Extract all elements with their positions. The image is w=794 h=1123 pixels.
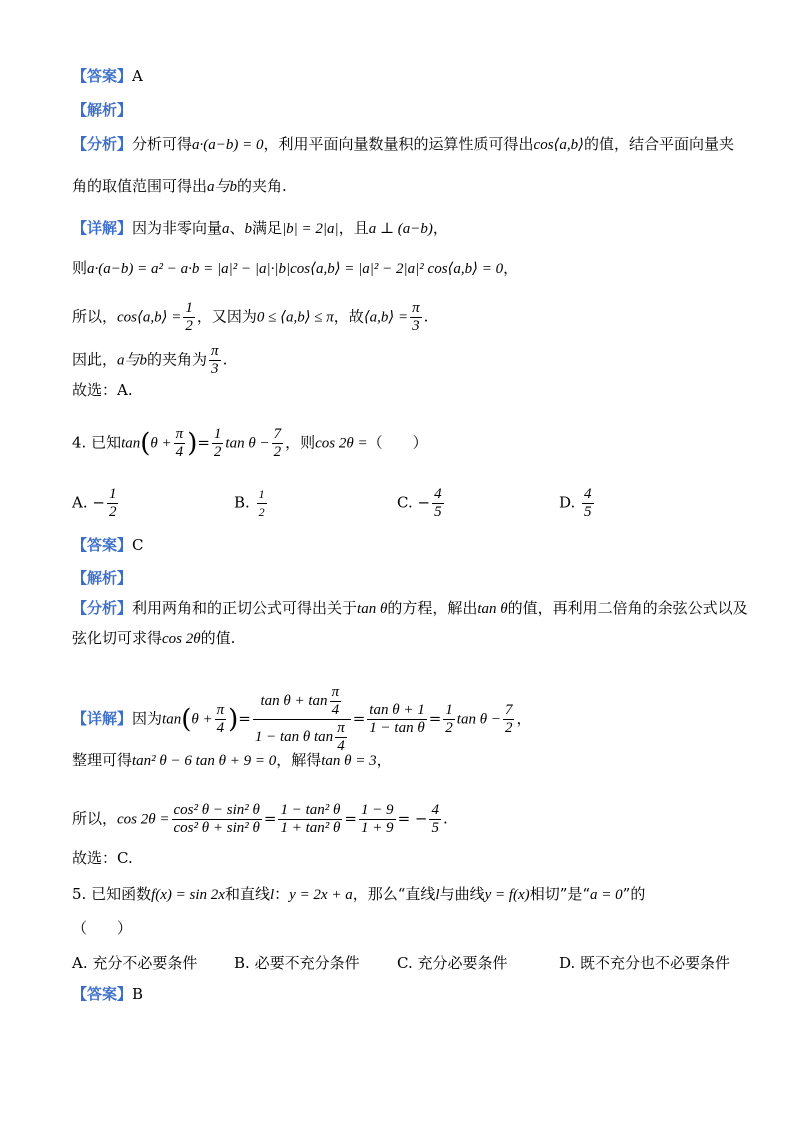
option-label: A. [72,954,88,972]
fraction [172,802,262,837]
fraction [443,702,455,737]
text: 的夹角为 [147,350,208,369]
text: 和直线 [224,885,270,903]
text: ，则 [285,433,316,452]
q5-stem [72,884,645,905]
option-sign: − [417,493,431,512]
numerator [253,684,351,720]
formula: tan [162,711,182,728]
fraction [330,684,342,719]
option-text: 充分必要条件 [417,954,508,972]
denominator: 4 [175,444,184,460]
numerator: π [216,702,225,718]
text: 4. 已知 [72,433,122,452]
denominator: 2 [108,504,117,520]
formula: tan θ − [456,711,501,728]
numerator: π [337,720,345,736]
fenxi-tag: 【分析】 [72,599,133,617]
q4-option-d [559,486,596,521]
formula: f(x) = sin 2x [151,887,225,903]
numerator: tan θ + 1 [369,702,425,718]
denominator: 4 [337,738,345,754]
q5-option-d [559,952,730,973]
q5-option-c [397,952,508,973]
text: 、 [229,219,245,237]
option-sign: − [92,493,105,512]
q4-option-a [72,486,120,521]
text: 所以， [72,809,118,828]
q4-fenxi-line1 [72,598,748,619]
q4-guxuan: 故选：C. [72,849,133,867]
denominator: 5 [431,820,439,836]
formula: a ⊥ (a−b) [368,221,433,237]
formula: |b| = 2|a| [282,221,339,237]
numerator: 1 [108,486,117,502]
q4-suoyi-line: 所以，cos 2θ = $\frac{\text{cos² θ − sin² θ}}{\text{cos² θ + sin² θ}}$ = $\frac{\text{1 − tan² θ}}{\text{1 + tan² θ}}$ = $\frac{1 - 9}{1 + 9}$ = − $\frac{4}{5}$ . [72,802,448,836]
fraction [107,486,119,521]
fraction [410,300,422,335]
fraction [174,426,186,461]
denominator: 5 [434,504,442,520]
formula: cos 2θ [162,631,201,647]
analysis-tag: 【解析】 [72,569,133,587]
formula: cos⟨a,b⟩ = [117,309,182,326]
numerator: 1 [185,300,193,316]
q3-ze-line [72,258,518,279]
formula: y = 2x + a [289,887,353,903]
fraction [429,802,441,837]
q4-option-c [397,486,446,521]
text: 1 − tan θ tan [254,728,334,745]
fraction [272,426,284,461]
option-text: 既不充分也不必要条件 [580,954,731,972]
text: ， [376,751,392,769]
denominator: cos² θ + sin² θ [173,820,260,836]
text: tan θ + tan [260,692,328,709]
formula: a与b [207,179,238,195]
paren-open: ( [181,704,192,735]
denominator: 2 [504,720,513,736]
text: ”的 [622,885,646,903]
formula: l [269,887,275,903]
answer-tag: 【答案】 [72,985,133,1003]
option-text: 充分不必要条件 [92,954,198,972]
numerator: π [412,300,420,316]
formula: tan θ = 3 [321,753,377,769]
text: 因此， [72,350,118,369]
text: 因为非零向量 [132,219,223,237]
numerator: 4 [584,486,592,502]
fraction [183,300,195,335]
q5-option-a [72,952,197,973]
text: ， [503,259,519,277]
q3-xiangjie-line1 [72,218,448,239]
denominator: 2 [258,505,265,519]
numerator: 7 [504,702,513,718]
text: 的值，再利用二倍角的余弦公式以及 [507,599,748,617]
q3-fenxi-line1 [72,134,734,155]
text: ，且 [338,219,369,237]
q4-answer-line [72,535,144,555]
answer-tag: 【答案】 [72,67,133,85]
text: 利用两角和的正切公式可得出关于 [132,599,358,617]
fraction [215,702,227,737]
text: 相切”是“ [529,885,591,903]
formula: tan² θ − 6 tan θ + 9 = 0 [132,753,277,769]
formula: tan θ [357,601,388,617]
q3-guxuan: 故选：A. [72,381,133,399]
text: 的值，结合平面向量夹 [583,135,734,153]
fraction [367,702,426,737]
fraction [257,486,267,521]
text: 与曲线 [439,885,485,903]
q5-paren: （ ） [72,919,133,937]
numerator: cos² θ − sin² θ [173,802,260,818]
formula: y = f(x) [484,887,530,903]
denominator: 1 + tan² θ [280,820,341,836]
text: ，解得 [276,751,322,769]
formula: a = 0 [590,887,623,903]
formula: b [244,221,253,237]
formula: tan [121,435,141,452]
denominator: 3 [211,361,219,377]
text: 满足 [252,219,283,237]
fraction [582,486,594,521]
answer-value: B [132,985,144,1003]
denominator: 2 [213,444,222,460]
text: ， [432,219,448,237]
text: 因为 [132,709,163,728]
paren-open: ( [140,428,151,459]
fraction [432,486,444,521]
text: 的夹角. [237,177,287,195]
text: （ ） [367,433,428,452]
text: ： [274,885,290,903]
denominator: 4 [216,720,225,736]
text: 所以， [72,307,118,326]
text: 则 [72,259,88,277]
fraction [359,802,396,837]
denominator: 2 [445,720,453,736]
q4-fenxi-line2 [72,628,235,649]
formula: ⟨a,b⟩ = [363,309,409,326]
answer-value: A [132,67,143,85]
q3-analysis-tag [72,100,132,120]
text: 角的取值范围可得出 [72,177,208,195]
option-label: A. [72,493,88,512]
denominator: 2 [185,318,193,334]
text: 整理可得 [72,751,133,769]
q3-yinci-line: 因此，a与b的夹角为 $\frac{\pi}{3}$ . [72,343,228,377]
numerator: 1 − tan² θ [280,802,341,818]
formula: l [435,887,440,903]
q4-option-b [234,486,269,521]
option-label: D. [559,493,576,512]
numerator: 1 [257,486,267,504]
numerator: 4 [431,802,439,818]
denominator: 4 [331,702,340,718]
option-label: D. [559,954,576,972]
q4-analysis-tag [72,568,132,588]
q3-fenxi-line2 [72,176,287,197]
formula: θ + [150,435,172,452]
fraction [503,702,515,737]
numerator: π [211,343,219,359]
formula: θ + [191,711,213,728]
q3-suoyi-line: 所以，cos⟨a,b⟩ = $\frac{1}{2}$ ，又因为0 ≤ ⟨a,b⟩ ≤ π，故⟨a,b⟩ = $\frac{\pi}{3}$ . [72,300,429,334]
q4-stem [72,426,428,461]
formula: tan θ − [225,435,270,452]
xiangjie-tag: 【详解】 [72,709,133,728]
option-label: C. [397,954,413,972]
numerator: 1 [213,426,222,442]
fraction [212,426,224,461]
formula: cos⟨a,b⟩ [533,137,584,153]
text: ，又因为 [196,307,257,326]
text: 的值. [200,629,236,647]
fraction [209,343,221,378]
paren-close: ) [187,428,198,459]
numerator: 4 [434,486,442,502]
q4-xiangjie-line: 【详解】因为tan(θ + $\frac{\pi}{4}$ )= tan θ + tan $\frac{\pi}{4}$ 1 − tan θ tan $\frac{\pi}{4}$ = $\frac{\text{tan θ + 1}}{\text{1 − tan θ}}$ = $\frac{1}{2}$ tan θ − $\frac{7}{2}$ ， [72,684,532,754]
text: 的方程，解出 [387,599,478,617]
denominator: 3 [412,318,420,334]
option-label: B. [234,493,250,512]
formula: cos 2θ = [315,435,368,452]
option-text: 必要不充分条件 [254,954,360,972]
formula: a·(a−b) = 0 [192,137,264,153]
text: 弦化切可求得 [72,629,163,647]
denominator: 1 + 9 [360,820,394,836]
option-label: B. [234,954,250,972]
formula: a·(a−b) = a² − a·b = |a|² − |a|·|b|cos⟨a,b⟩ = |a|² − 2|a|² cos⟨a,b⟩ = 0 [87,261,504,277]
denominator: 1 − tan θ [369,720,425,736]
option-label: C. [397,493,413,512]
numerator: π [175,426,184,442]
text: 分析可得 [132,135,193,153]
numerator: π [331,684,340,700]
fraction [278,802,342,837]
formula: tan θ [477,601,508,617]
text: ，那么“直线 [352,885,436,903]
text: 5. 已知函数 [72,885,152,903]
denominator: 5 [584,504,592,520]
q5-option-b [234,952,360,973]
q5-answer-line [72,984,143,1004]
answer-value: C [132,536,144,554]
fenxi-tag: 【分析】 [72,135,133,153]
numerator: 7 [273,426,282,442]
formula: a [222,221,230,237]
denominator: 2 [273,444,282,460]
q3-answer-line [72,66,143,86]
xiangjie-tag: 【详解】 [72,219,133,237]
analysis-tag: 【解析】 [72,101,133,119]
fraction-large [253,684,351,755]
formula: cos 2θ = [117,811,170,828]
paren-close: ) [228,704,239,735]
answer-tag: 【答案】 [72,536,133,554]
text: = [197,433,210,452]
text: ，故 [333,307,364,326]
numerator: 1 [445,702,453,718]
numerator: 1 − 9 [360,802,394,818]
q4-zhengli-line [72,750,392,771]
formula: a与b [117,352,148,369]
formula: 0 ≤ ⟨a,b⟩ ≤ π [256,309,334,326]
text: ，利用平面向量数量积的运算性质可得出 [263,135,534,153]
